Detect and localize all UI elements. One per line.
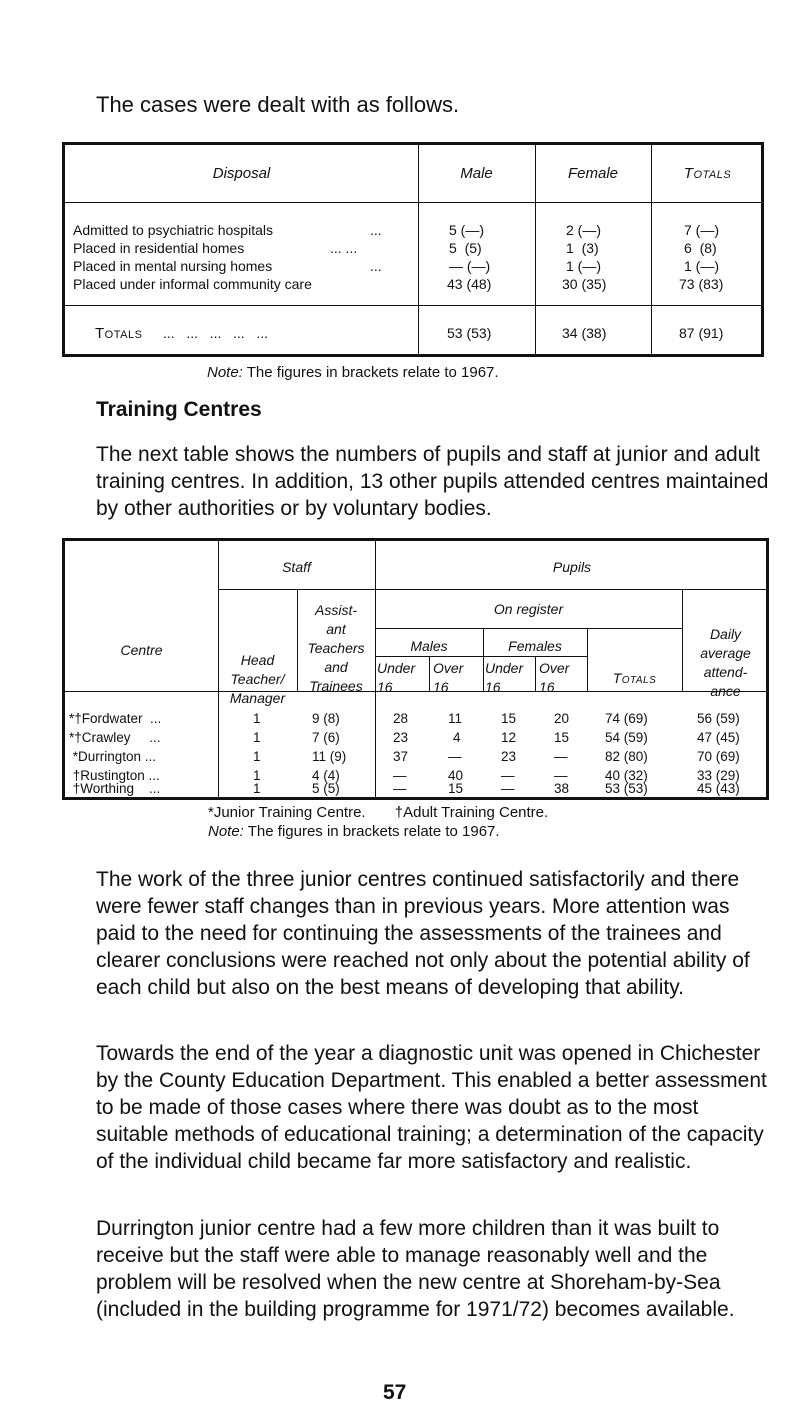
header-line: Over [539, 660, 570, 676]
header-line: Teachers [307, 640, 365, 656]
header-line: 16 [377, 679, 393, 695]
note-text: The figures in brackets relate to 1967. [243, 823, 500, 840]
females-under-16: 12 [501, 730, 517, 745]
header-head-teacher [218, 651, 297, 708]
header-divider [375, 628, 682, 629]
totals-row-label: Totals [95, 325, 143, 342]
header-divider [218, 589, 769, 590]
assistant-count: 9 (8) [312, 711, 340, 726]
note-2 [208, 823, 500, 840]
males-over-16: 4 [453, 730, 461, 745]
assistant-count: 11 (9) [312, 749, 347, 764]
page-number: 57 [383, 1381, 407, 1404]
paragraph-4: Durrington junior centre had a few more children than it was built to receive but the staff were able to manage reasonably well and the problem will be resolved when the new centre at Shoreham-by-Sea (included in the building programme for 1971/72) becomes available. [96, 1217, 735, 1321]
note-label: Note: [208, 823, 244, 840]
male-total: 53 (53) [447, 325, 492, 341]
header-totals: Totals [683, 165, 732, 182]
note-text: The figures in brackets relate to 1967. [242, 364, 499, 381]
grand-total: 87 (91) [679, 325, 724, 341]
females-over-16: 20 [554, 711, 570, 726]
header-line: Daily [709, 626, 742, 642]
females-under-16: — [501, 781, 515, 796]
header-assistant-teachers [297, 601, 375, 696]
header-totals: Totals [612, 670, 657, 686]
male-value: 43 (48) [447, 276, 492, 292]
paragraph-3: Towards the end of the year a diagnostic unit was opened in Chichester by the County Education Department. This enabled a better assessment to be made of those cases where there was doubt as to the most suitable methods of educational training; a determination of the capacity of the individual child became far more satisfactory and realistic. [96, 1042, 767, 1173]
head-count: 1 [253, 730, 261, 745]
disposal-table [62, 142, 764, 357]
female-value: 30 (35) [562, 276, 607, 292]
males-under-16: — [393, 781, 407, 796]
header-line: attend- [703, 664, 748, 680]
males-under-16: 28 [393, 711, 409, 726]
females-under-16: 15 [501, 711, 517, 726]
centre-name: †Worthing ... [69, 781, 161, 796]
row-total: 82 (80) [605, 749, 648, 764]
note-1 [207, 364, 499, 381]
header-pupils: Pupils [552, 559, 592, 575]
row-dots: ... ... ... ... ... [163, 325, 269, 341]
assistant-count: 5 (5) [312, 781, 340, 796]
assistant-count: 4 (4) [312, 768, 340, 783]
centre-name: †Rustington ... [69, 768, 160, 783]
header-line: Over [433, 660, 464, 676]
note-label: Note: [207, 364, 243, 381]
header-female: Female [567, 165, 619, 182]
header-males-under-16 [377, 659, 427, 697]
female-value: 2 (—) [566, 222, 601, 238]
females-over-16: — [554, 749, 568, 764]
header-staff: Staff [282, 559, 311, 575]
male-value: 5 (5) [449, 240, 482, 256]
females-over-16: 15 [554, 730, 570, 745]
females-under-16: — [501, 768, 515, 783]
header-daily-attendance [682, 625, 769, 701]
head-count: 1 [253, 711, 261, 726]
males-under-16: 37 [393, 749, 409, 764]
males-over-16: 15 [448, 781, 464, 796]
females-over-16: 38 [554, 781, 570, 796]
header-females-under-16 [485, 659, 535, 697]
header-line: Head [240, 652, 275, 668]
males-under-16: 23 [393, 730, 409, 745]
daily-average: 56 (59) [697, 711, 740, 726]
header-line: 16 [539, 679, 555, 695]
daily-average: 45 (43) [697, 781, 740, 796]
header-females: Females [508, 638, 562, 654]
males-over-16: 11 [448, 711, 463, 726]
column-divider [375, 541, 376, 797]
row-label: Admitted to psychiatric hospitals [73, 222, 273, 238]
header-line: average [700, 645, 751, 661]
header-male: Male [460, 165, 493, 182]
head-count: 1 [253, 749, 261, 764]
centre-type-footnote: *Junior Training Centre. †Adult Training Centre. [208, 804, 549, 821]
row-total: 53 (53) [605, 781, 648, 796]
intro-text: The cases were dealt with as follows. [96, 92, 460, 117]
male-value: — (—) [449, 258, 491, 274]
female-value: 1 (—) [566, 258, 601, 274]
row-total: 54 (59) [605, 730, 648, 745]
totals-divider [65, 305, 761, 306]
header-males-over-16 [433, 659, 483, 697]
row-dots: ... [370, 258, 382, 274]
totals-value: 73 (83) [679, 276, 724, 292]
males-over-16: — [448, 749, 462, 764]
totals-value: 6 (8) [684, 240, 717, 256]
header-line: Trainees [309, 678, 363, 694]
paragraph-2: The work of the three junior centres continued satisfactorily and there were fewer staff changes than in previous years. More attention was paid to the need for continuing the assessments of the trainees and clearer conclusions were reached not only about the potential ability of each child but also on the best means of developing that ability. [96, 868, 750, 999]
header-line: ance [710, 683, 741, 699]
totals-value: 1 (—) [684, 258, 719, 274]
row-dots: ... ... [330, 240, 358, 256]
header-males: Males [410, 638, 448, 654]
daily-average: 47 (45) [697, 730, 740, 745]
row-total: 74 (69) [605, 711, 648, 726]
females-over-16: — [554, 768, 568, 783]
column-divider [535, 656, 536, 691]
header-line: 16 [485, 679, 501, 695]
section-heading: Training Centres [96, 398, 262, 421]
female-value: 1 (3) [566, 240, 599, 256]
centre-name: *†Fordwater ... [69, 711, 162, 726]
male-value: 5 (—) [449, 222, 484, 238]
row-total: 40 (32) [605, 768, 648, 783]
males-over-16: 40 [448, 768, 464, 783]
header-divider [65, 202, 761, 203]
daily-average: 33 (29) [697, 768, 740, 783]
header-line: Teacher/ [230, 671, 285, 687]
females-under-16: 23 [501, 749, 517, 764]
header-females-over-16 [539, 659, 587, 697]
row-dots: ... [370, 222, 382, 238]
centre-name: *†Crawley ... [69, 730, 161, 745]
daily-average: 70 (69) [697, 749, 740, 764]
header-line: Manager [229, 690, 286, 706]
head-count: 1 [253, 768, 261, 783]
centre-name: *Durrington ... [69, 749, 157, 764]
row-label: Placed under informal community care [73, 276, 312, 292]
header-divider [375, 656, 587, 657]
males-under-16: — [393, 768, 407, 783]
row-label: Placed in residential homes [73, 240, 245, 256]
header-line: Assist- [315, 602, 357, 618]
paragraph-1: The next table shows the numbers of pupils and staff at junior and adult training centres. In addition, 13 other pupils attended centres maintained by other authorities or by voluntary bodies. [96, 443, 769, 520]
totals-value: 7 (—) [684, 222, 719, 238]
header-line: and [324, 659, 348, 675]
header-on-register: On register [493, 601, 564, 617]
header-centre: Centre [120, 642, 163, 658]
female-total: 34 (38) [562, 325, 607, 341]
training-centres-table [62, 538, 769, 800]
header-line: 16 [433, 679, 449, 695]
row-label: Placed in mental nursing homes [73, 258, 273, 274]
header-line: ant [326, 621, 346, 637]
assistant-count: 7 (6) [312, 730, 340, 745]
head-count: 1 [253, 781, 261, 796]
column-divider [429, 656, 430, 691]
header-disposal: Disposal [212, 165, 271, 182]
header-line: Under [377, 660, 416, 676]
header-line: Under [485, 660, 524, 676]
